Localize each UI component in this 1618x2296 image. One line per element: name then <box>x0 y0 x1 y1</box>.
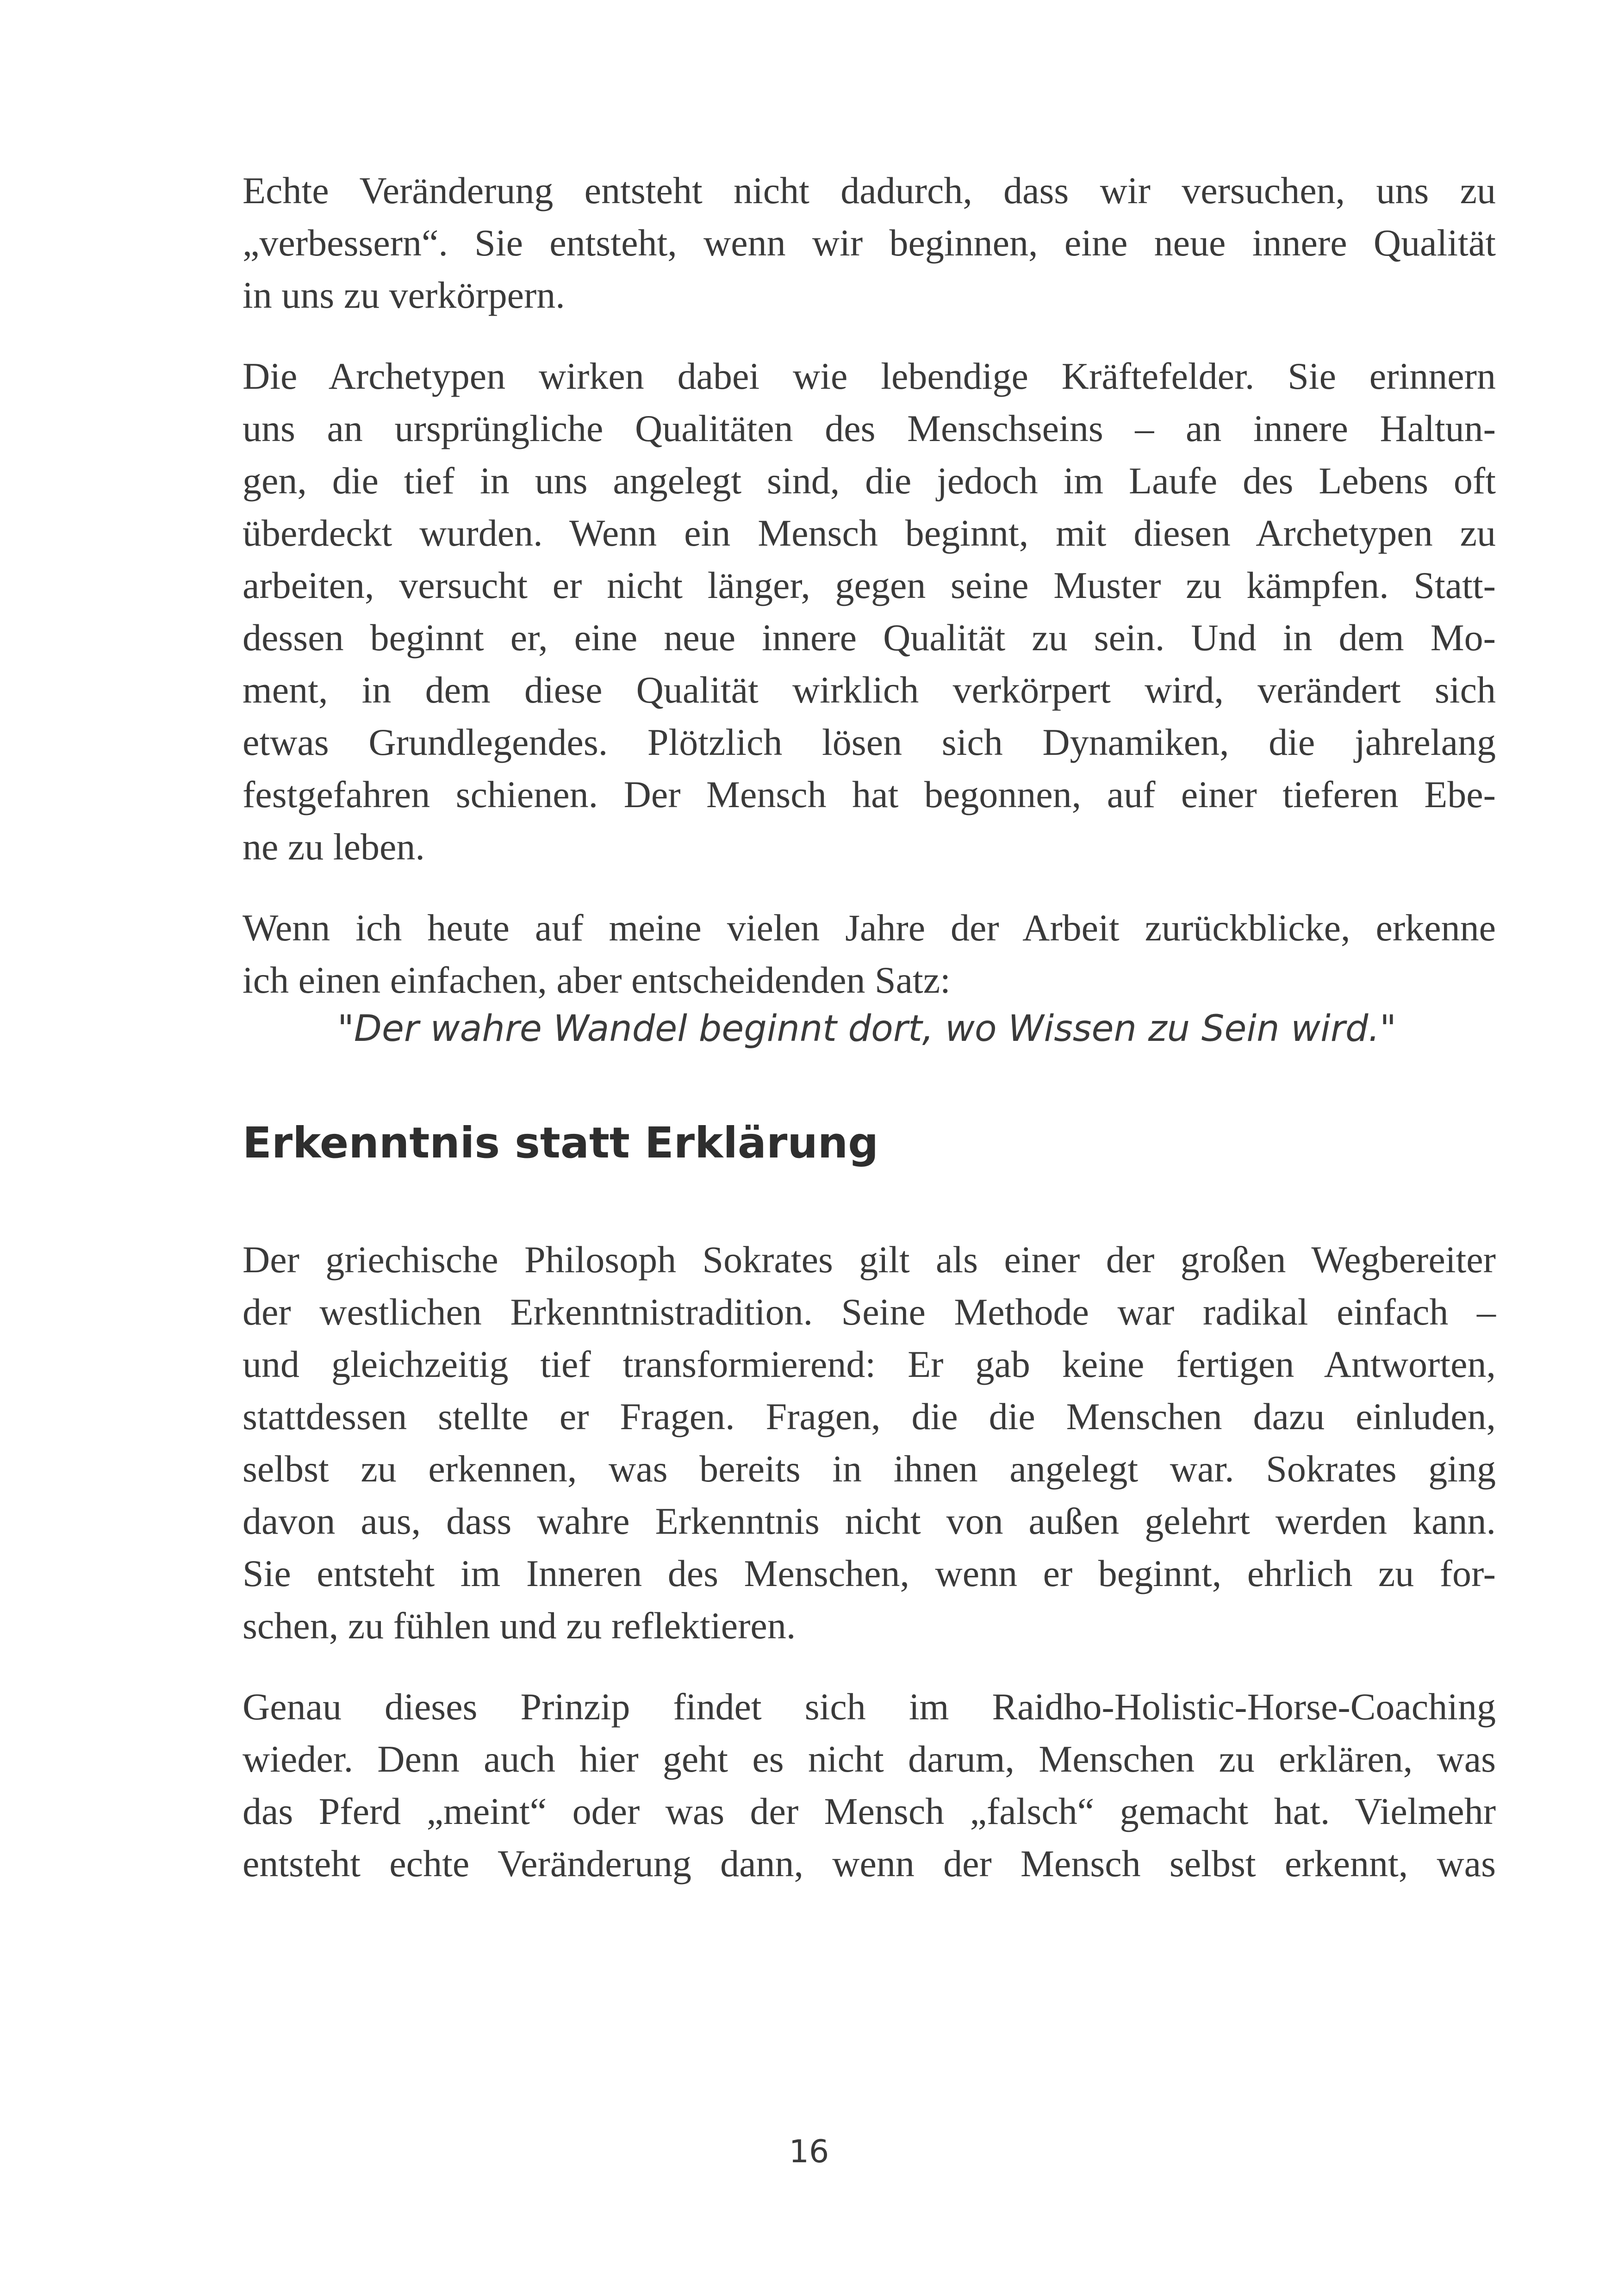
text-line: ich einen einfachen, aber entscheidenden Satz: <box>243 959 951 1001</box>
text-line: Wenn ich heute auf meine vielen Jahre der Arbeit zurückblicke, erkenne <box>243 907 1496 949</box>
text-line: und gleichzeitig tief transformierend: Er gab keine fertigen Antworten, <box>243 1343 1496 1385</box>
text-line: ment, in dem diese Qualität wirklich verkörpert wird, verändert sich <box>243 669 1496 711</box>
paragraph-3 <box>243 902 1496 1006</box>
section-heading: Erkenntnis statt Erklärung <box>243 1118 879 1168</box>
text-line: Die Archetypen wirken dabei wie lebendige Kräftefelder. Sie erinnern <box>243 355 1496 397</box>
text-line: der westlichen Erkenntnistradition. Seine Methode war radikal einfach – <box>243 1291 1496 1333</box>
text-line: davon aus, dass wahre Erkenntnis nicht von außen gelehrt werden kann. <box>243 1500 1496 1542</box>
paragraph-2 <box>243 350 1496 873</box>
paragraph-4 <box>243 1233 1496 1652</box>
page-content <box>243 164 1496 1918</box>
text-line: Der griechische Philosoph Sokrates gilt als einer der großen Wegbereiter <box>243 1238 1496 1281</box>
text-line: in uns zu verkörpern. <box>243 274 565 316</box>
text-line: etwas Grundlegendes. Plötzlich lösen sich Dynamiken, die jahrelang <box>243 721 1496 763</box>
text-line: wieder. Denn auch hier geht es nicht darum, Menschen zu erklären, was <box>243 1738 1496 1780</box>
text-line: festgefahren schienen. Der Mensch hat begonnen, auf einer tieferen Ebe- <box>243 773 1496 815</box>
paragraph-1 <box>243 164 1496 321</box>
text-line: dessen beginnt er, eine neue innere Qualität zu sein. Und in dem Mo- <box>243 616 1496 659</box>
text-line: stattdessen stellte er Fragen. Fragen, die die Menschen dazu einluden, <box>243 1395 1496 1437</box>
page-number: 16 <box>789 2134 829 2170</box>
text-line: entsteht echte Veränderung dann, wenn der Mensch selbst erkennt, was <box>243 1842 1496 1885</box>
text-line: Sie entsteht im Inneren des Menschen, wenn er beginnt, ehrlich zu for- <box>243 1552 1496 1594</box>
text-line: Genau dieses Prinzip findet sich im Raidho-Holistic-Horse-Coaching <box>243 1686 1496 1728</box>
text-line: gen, die tief in uns angelegt sind, die jedoch im Laufe des Lebens oft <box>243 460 1496 502</box>
text-line: ne zu leben. <box>243 826 425 868</box>
pull-quote: "Der wahre Wandel beginnt dort, wo Wissen zu Sein wird." <box>337 1008 1397 1050</box>
paragraph-5 <box>243 1680 1496 1890</box>
text-line: das Pferd „meint“ oder was der Mensch „falsch“ gemacht hat. Vielmehr <box>243 1790 1496 1832</box>
text-line: selbst zu erkennen, was bereits in ihnen angelegt war. Sokrates ging <box>243 1448 1496 1490</box>
text-line: überdeckt wurden. Wenn ein Mensch beginnt, mit diesen Archetypen zu <box>243 512 1496 554</box>
text-line: „verbessern“. Sie entsteht, wenn wir beginnen, eine neue innere Qualität <box>243 222 1496 264</box>
text-line: schen, zu fühlen und zu reflektieren. <box>243 1605 796 1647</box>
text-line: Echte Veränderung entsteht nicht dadurch, dass wir versuchen, uns zu <box>243 169 1496 212</box>
text-line: arbeiten, versucht er nicht länger, gegen seine Muster zu kämpfen. Statt- <box>243 564 1496 606</box>
text-line: uns an ursprüngliche Qualitäten des Menschseins – an innere Haltun- <box>243 407 1496 449</box>
